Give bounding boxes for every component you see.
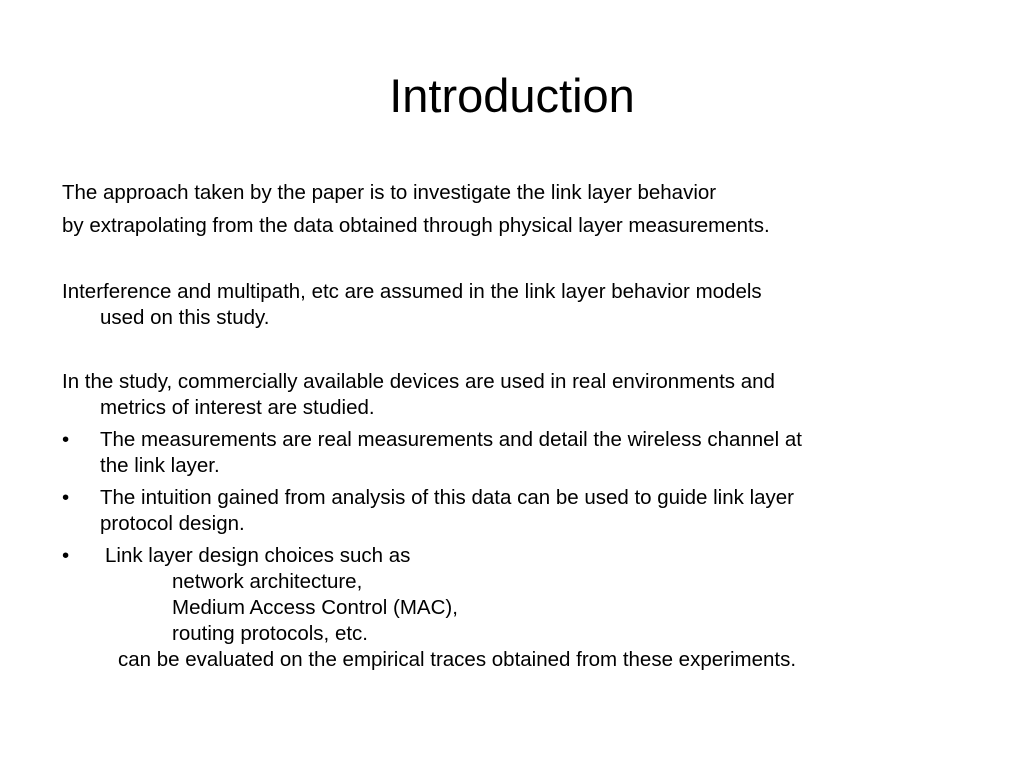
- bullet-icon: •: [62, 486, 70, 509]
- study-paragraph: [62, 369, 962, 421]
- bullet-2-line-1: The intuition gained from analysis of this data can be used to guide link layer: [100, 486, 794, 509]
- design-choice-mac: Medium Access Control (MAC),: [172, 596, 458, 619]
- bullet-item-intuition: [62, 485, 962, 537]
- bullet-item-measurements: [62, 427, 962, 479]
- study-line-2: metrics of interest are studied.: [100, 396, 375, 419]
- interference-paragraph: [62, 279, 962, 331]
- study-line-1: In the study, commercially available devices are used in real environments and: [62, 370, 775, 393]
- intro-line-1: The approach taken by the paper is to investigate the link layer behavior: [62, 181, 717, 204]
- bullet-1-line-2: the link layer.: [100, 454, 220, 477]
- slide-title: Introduction: [389, 69, 635, 122]
- bullet-1-line-1: The measurements are real measurements and detail the wireless channel at: [100, 428, 802, 451]
- design-choice-architecture: network architecture,: [172, 570, 363, 593]
- bullet-2-line-2: protocol design.: [100, 512, 245, 535]
- bullet-icon: •: [62, 428, 70, 451]
- interference-line-2: used on this study.: [100, 306, 270, 329]
- design-choice-routing: routing protocols, etc.: [172, 622, 368, 645]
- bullet-3-line-1: Link layer design choices such as: [105, 544, 411, 567]
- intro-paragraph: [62, 180, 962, 239]
- bullet-icon: •: [62, 544, 70, 567]
- bullet-item-design-choices: [62, 543, 962, 673]
- slide-body: [62, 180, 962, 673]
- interference-line-1: Interference and multipath, etc are assumed in the link layer behavior models: [62, 280, 762, 303]
- intro-line-2: by extrapolating from the data obtained through physical layer measurements.: [62, 214, 770, 237]
- bullet-3-closing: can be evaluated on the empirical traces obtained from these experiments.: [118, 648, 797, 671]
